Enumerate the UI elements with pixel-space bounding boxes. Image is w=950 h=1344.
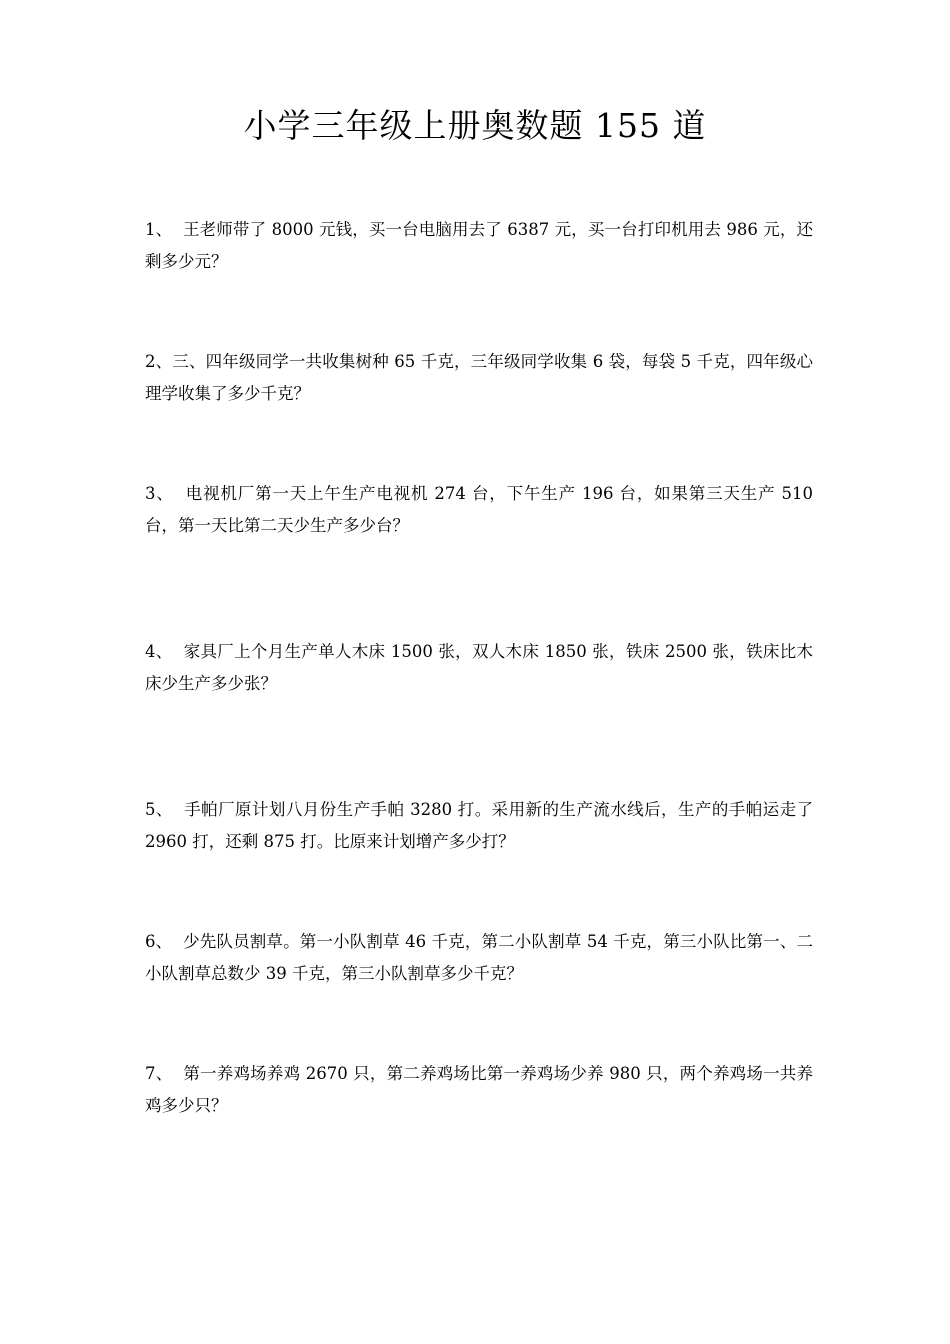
question-3 xyxy=(145,478,813,542)
question-number: 7、 xyxy=(145,1064,173,1083)
question-text: 手帕厂原计划八月份生产手帕 3280 打。采用新的生产流水线后，生产的手帕运走了 2960 打，还剩 875 打。比原来计划增产多少打？ xyxy=(145,800,814,851)
question-text: 电视机厂第一天上午生产电视机 274 台，下午生产 196 台，如果第三天生产 510 台，第一天比第二天少生产多少台？ xyxy=(145,484,813,535)
question-text: 第一养鸡场养鸡 2670 只，第二养鸡场比第一养鸡场少养 980 只，两个养鸡场一共养鸡多少只？ xyxy=(145,1064,813,1115)
question-number: 6、 xyxy=(145,932,173,951)
page-title: 小学三年级上册奥数题 155 道 xyxy=(243,106,707,145)
question-number: 5、 xyxy=(145,800,173,819)
question-6 xyxy=(145,926,813,990)
question-text: 2、三、四年级同学一共收集树种 65 千克，三年级同学收集 6 袋，每袋 5 千克，四年级心理学收集了多少千克？ xyxy=(145,352,813,403)
question-text: 少先队员割草。第一小队割草 46 千克，第二小队割草 54 千克，第三小队比第一、二小队割草总数少 39 千克，第三小队割草多少千克？ xyxy=(145,932,813,983)
question-text: 王老师带了 8000 元钱，买一台电脑用去了 6387 元，买一台打印机用去 986 元，还剩多少元？ xyxy=(145,220,813,271)
question-1 xyxy=(145,214,813,278)
question-number: 4、 xyxy=(145,642,173,661)
question-4 xyxy=(145,636,813,700)
question-5 xyxy=(145,794,813,858)
question-number: 3、 xyxy=(145,484,174,503)
question-text: 家具厂上个月生产单人木床 1500 张，双人木床 1850 张，铁床 2500 张，铁床比木床少生产多少张？ xyxy=(145,642,813,693)
question-number: 1、 xyxy=(145,220,173,239)
question-2 xyxy=(145,346,813,410)
question-7 xyxy=(145,1058,813,1122)
